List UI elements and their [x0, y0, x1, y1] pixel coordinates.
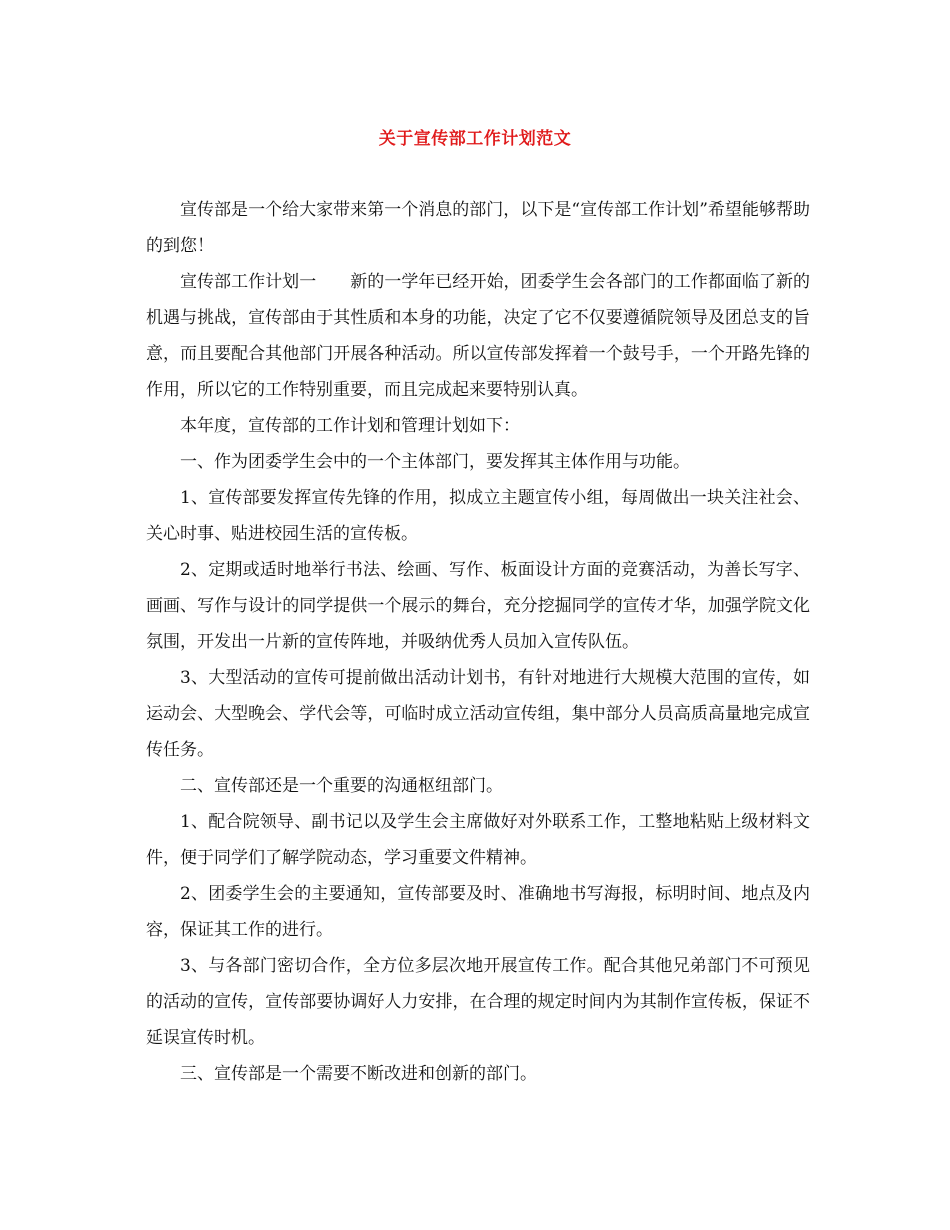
- section-one-item-3: 3、大型活动的宣传可提前做出活动计划书，有针对地进行大规模大范围的宣传，如运动会、大型晚会、学代会等，可临时成立活动宣传组，集中部分人员高质高量地完成宣传任务。: [146, 668, 810, 760]
- document-title: 关于宣传部工作计划范文: [378, 129, 572, 149]
- section-one-item-2: 2、定期或适时地举行书法、绘画、写作、板面设计方面的竞赛活动，为善长写字、画画、写作与设计的同学提供一个展示的舞台，充分挖掘同学的宣传才华，加强学院文化氛围，开发出一片新的宣传阵地，并吸纳优秀人员加入宣传队伍。: [146, 560, 810, 652]
- annual-plan-paragraph: 本年度，宣传部的工作计划和管理计划如下：: [180, 416, 520, 436]
- section-one-item-1: 1、宣传部要发挥宣传先锋的作用，拟成立主题宣传小组，每周做出一块关注社会、关心时事、贴进校园生活的宣传板。: [146, 488, 810, 544]
- plan-one-paragraph: [146, 264, 810, 408]
- section-two-item-2: 2、团委学生会的主要通知，宣传部要及时、准确地书写海报，标明时间、地点及内容，保证其工作的进行。: [146, 884, 810, 940]
- section-two-heading: 二、宣传部还是一个重要的沟通枢纽部门。: [180, 776, 503, 796]
- section-two-item-1: 1、配合院领导、副书记以及学生会主席做好对外联系工作，工整地粘贴上级材料文件，便于同学们了解学院动态，学习重要文件精神。: [146, 812, 810, 868]
- intro-paragraph: 宣传部是一个给大家带来第一个消息的部门，以下是“宣传部工作计划”希望能够帮助的到您！: [146, 200, 810, 256]
- section-three-heading: 三、宣传部是一个需要不断改进和创新的部门。: [180, 1064, 537, 1084]
- section-one-heading: 一、作为团委学生会中的一个主体部门，要发挥其主体作用与功能。: [180, 452, 690, 472]
- plan-heading: 宣传部工作计划一: [180, 272, 317, 292]
- document-body: [146, 192, 810, 1092]
- section-two-item-3: 3、与各部门密切合作，全方位多层次地开展宣传工作。配合其他兄弟部门不可预见的活动的宣传，宣传部要协调好人力安排，在合理的规定时间内为其制作宣传板，保证不延误宣传时机。: [146, 956, 810, 1048]
- plan-one-text: 新的一学年已经开始，团委学生会各部门的工作都面临了新的机遇与挑战，宣传部由于其性质和本身的功能，决定了它不仅要遵循院领导及团总支的旨意，而且要配合其他部门开展各种活动。所以宣传部发挥着一个鼓号手，一个开路先锋的作用，所以它的工作特别重要，而且完成起来要特别认真。: [146, 272, 811, 400]
